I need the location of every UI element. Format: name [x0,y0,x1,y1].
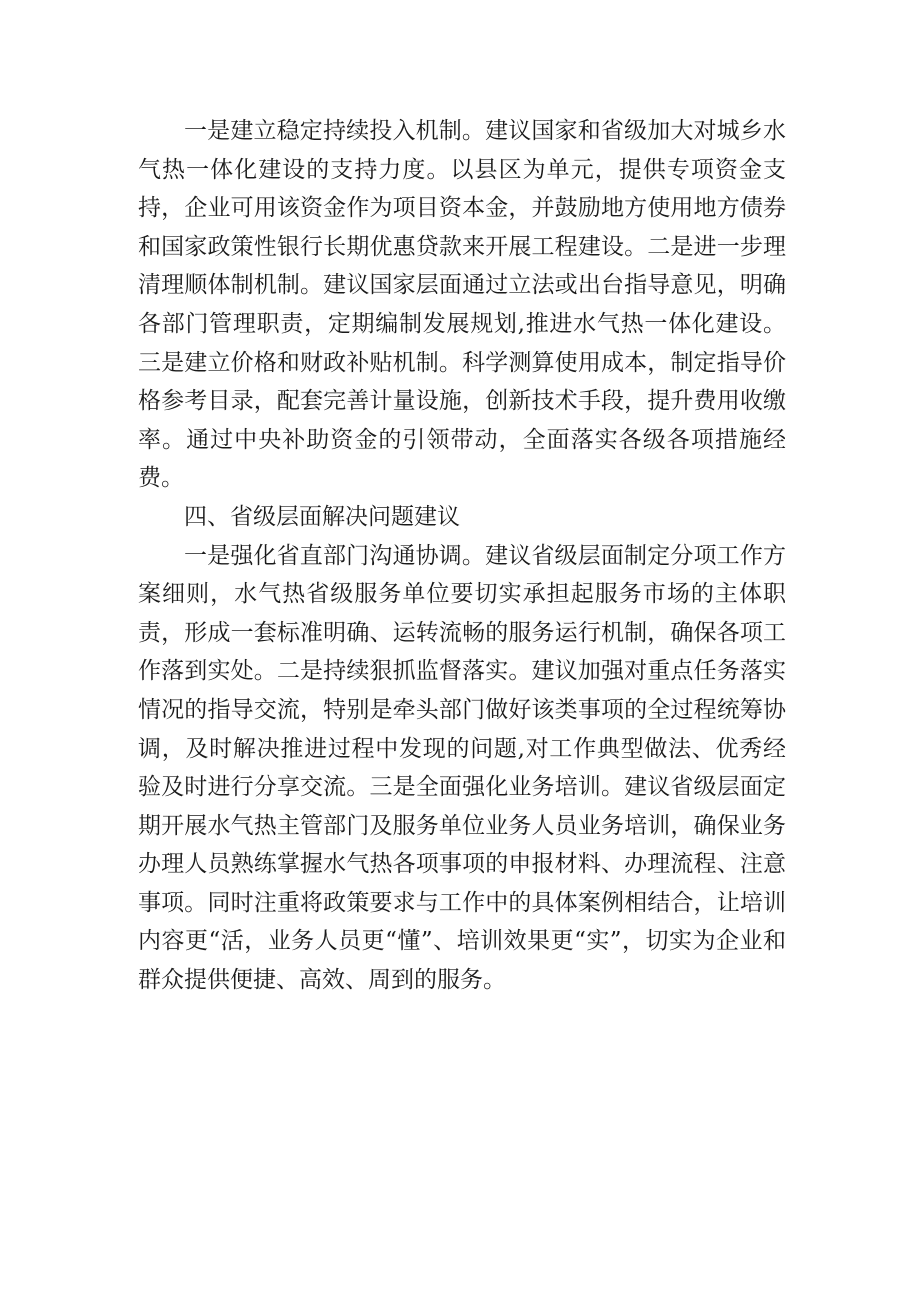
paragraph-provincial-suggestions: 一是强化省直部门沟通协调。建议省级层面制定分项工作方案细则，水气热省级服务单位要切实承担起服务市场的主体职责，形成一套标准明确、运转流畅的服务运行机制，确保各项工作落到实处。二是持续狠抓监督落实。建议加强对重点任务落实情况的指导交流，特别是牵头部门做好该类事项的全过程统筹协调，及时解决推进过程中发现的问题,对工作典型做法、优秀经验及时进行分享交流。三是全面强化业务培训。建议省级层面定期开展水气热主管部门及服务单位业务人员业务培训，确保业务办理人员熟练掌握水气热各项事项的申报材料、办理流程、注意事项。同时注重将政策要求与工作中的具体案例相结合，让培训内容更“活，业务人员更“懂”、培训效果更“实”，切实为企业和群众提供便捷、高效、周到的服务。 [138,542,786,994]
document-page [138,112,786,1000]
paragraph-investment-mechanism: 一是建立稳定持续投入机制。建议国家和省级加大对城乡水气热一体化建设的支持力度。以县区为单元，提供专项资金支持，企业可用该资金作为项目资本金，并鼓励地方使用地方债券和国家政策性银行长期优惠贷款来开展工程建设。二是进一步理清理顺体制机制。建议国家层面通过立法或出台指导意见，明确各部门管理职责，定期编制发展规划,推进水气热一体化建设。三是建立价格和财政补贴机制。科学测算使用成本，制定指导价格参考目录，配套完善计量设施，创新技术手段，提升费用收缴率。通过中央补助资金的引领带动，全面落实各级各项措施经费。 [138,118,786,492]
section-heading-provincial: 四、省级层面解决问题建议 [184,503,460,530]
